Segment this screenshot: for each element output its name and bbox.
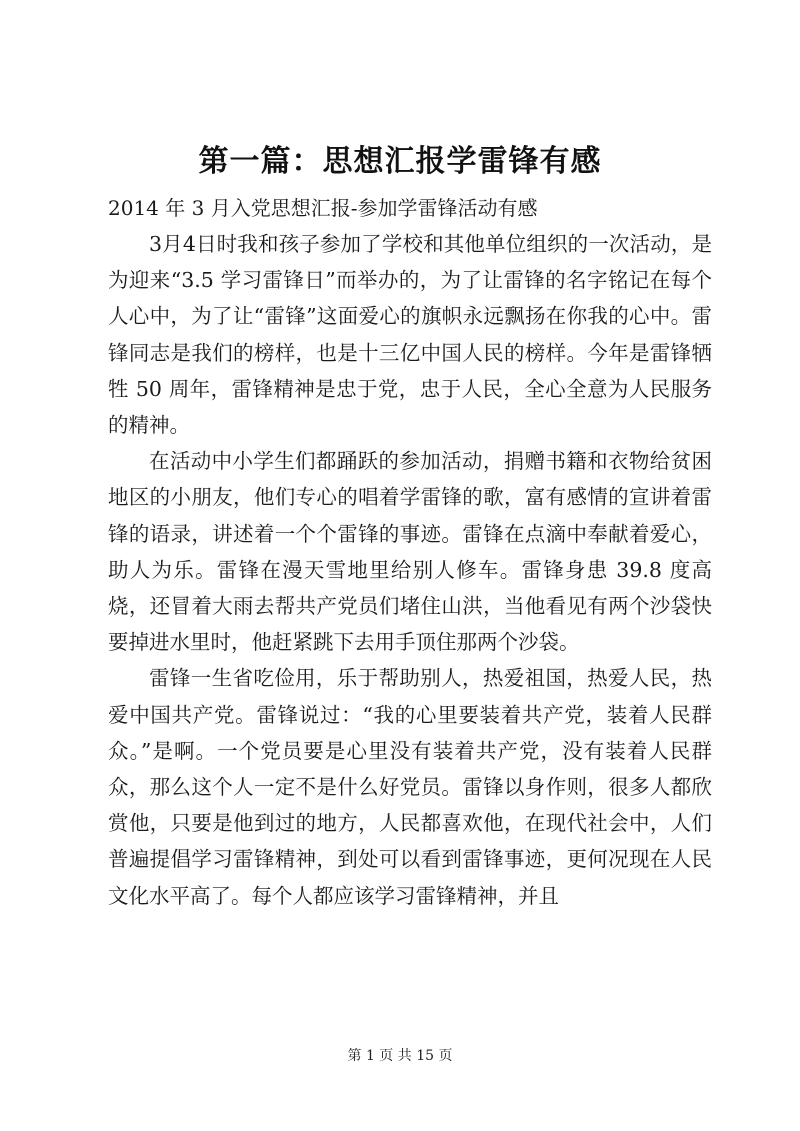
paragraph: 雷锋一生省吃俭用，乐于帮助别人，热爱祖国，热爱人民，热爱中国共产党。雷锋说过：“我的心里要装着共产党，装着人民群众。”是啊。一个党员要是心里没有装着共产党，没有装着人民群众，那么这个人一定不是什么好党员。雷锋以身作则，很多人都欣赏他，只要是他到过的地方，人民都喜欢他，在现代社会中，人们普遍提倡学习雷锋精神，到处可以看到雷锋事迹，更何况现在人民文化水平高了。每个人都应该学习雷锋精神，并且	[108, 666, 712, 908]
paragraph: 在活动中小学生们都踊跃的参加活动，捐赠书籍和衣物给贫困地区的小朋友，他们专心的唱着学雷锋的歌，富有感情的宣讲着雷锋的语录，讲述着一个个雷锋的事迹。雷锋在点滴中奉献着爱心，助人为乐。雷锋在漫天雪地里给别人修车。雷锋身患 39.8 度高烧，还冒着大雨去帮共产党员们堵住山洪，当他看见有两个沙袋快要掉进水里时，他赶紧跳下去用手顶住那两个沙袋。	[108, 449, 712, 655]
paragraph: 3月4日时我和孩子参加了学校和其他单位组织的一次活动，是为迎来“3.5 学习雷锋日”而举办的，为了让雷锋的名字铭记在每个人心中，为了让“雷锋”这面爱心的旗帜永远飘扬在你我的心中。雷锋同志是我们的榜样，也是十三亿中国人民的榜样。今年是雷锋牺牲 50 周年，雷锋精神是忠于党，忠于人民，全心全意为人民服务的精神。	[108, 232, 712, 438]
page-number-footer: 第 1 页 共 15 页	[347, 1048, 453, 1064]
document-body	[108, 226, 712, 914]
document-subtitle: 2014 年 3 月入党思想汇报-参加学雷锋活动有感	[108, 196, 538, 220]
document-title: 第一篇：思想汇报学雷锋有感	[198, 144, 602, 179]
